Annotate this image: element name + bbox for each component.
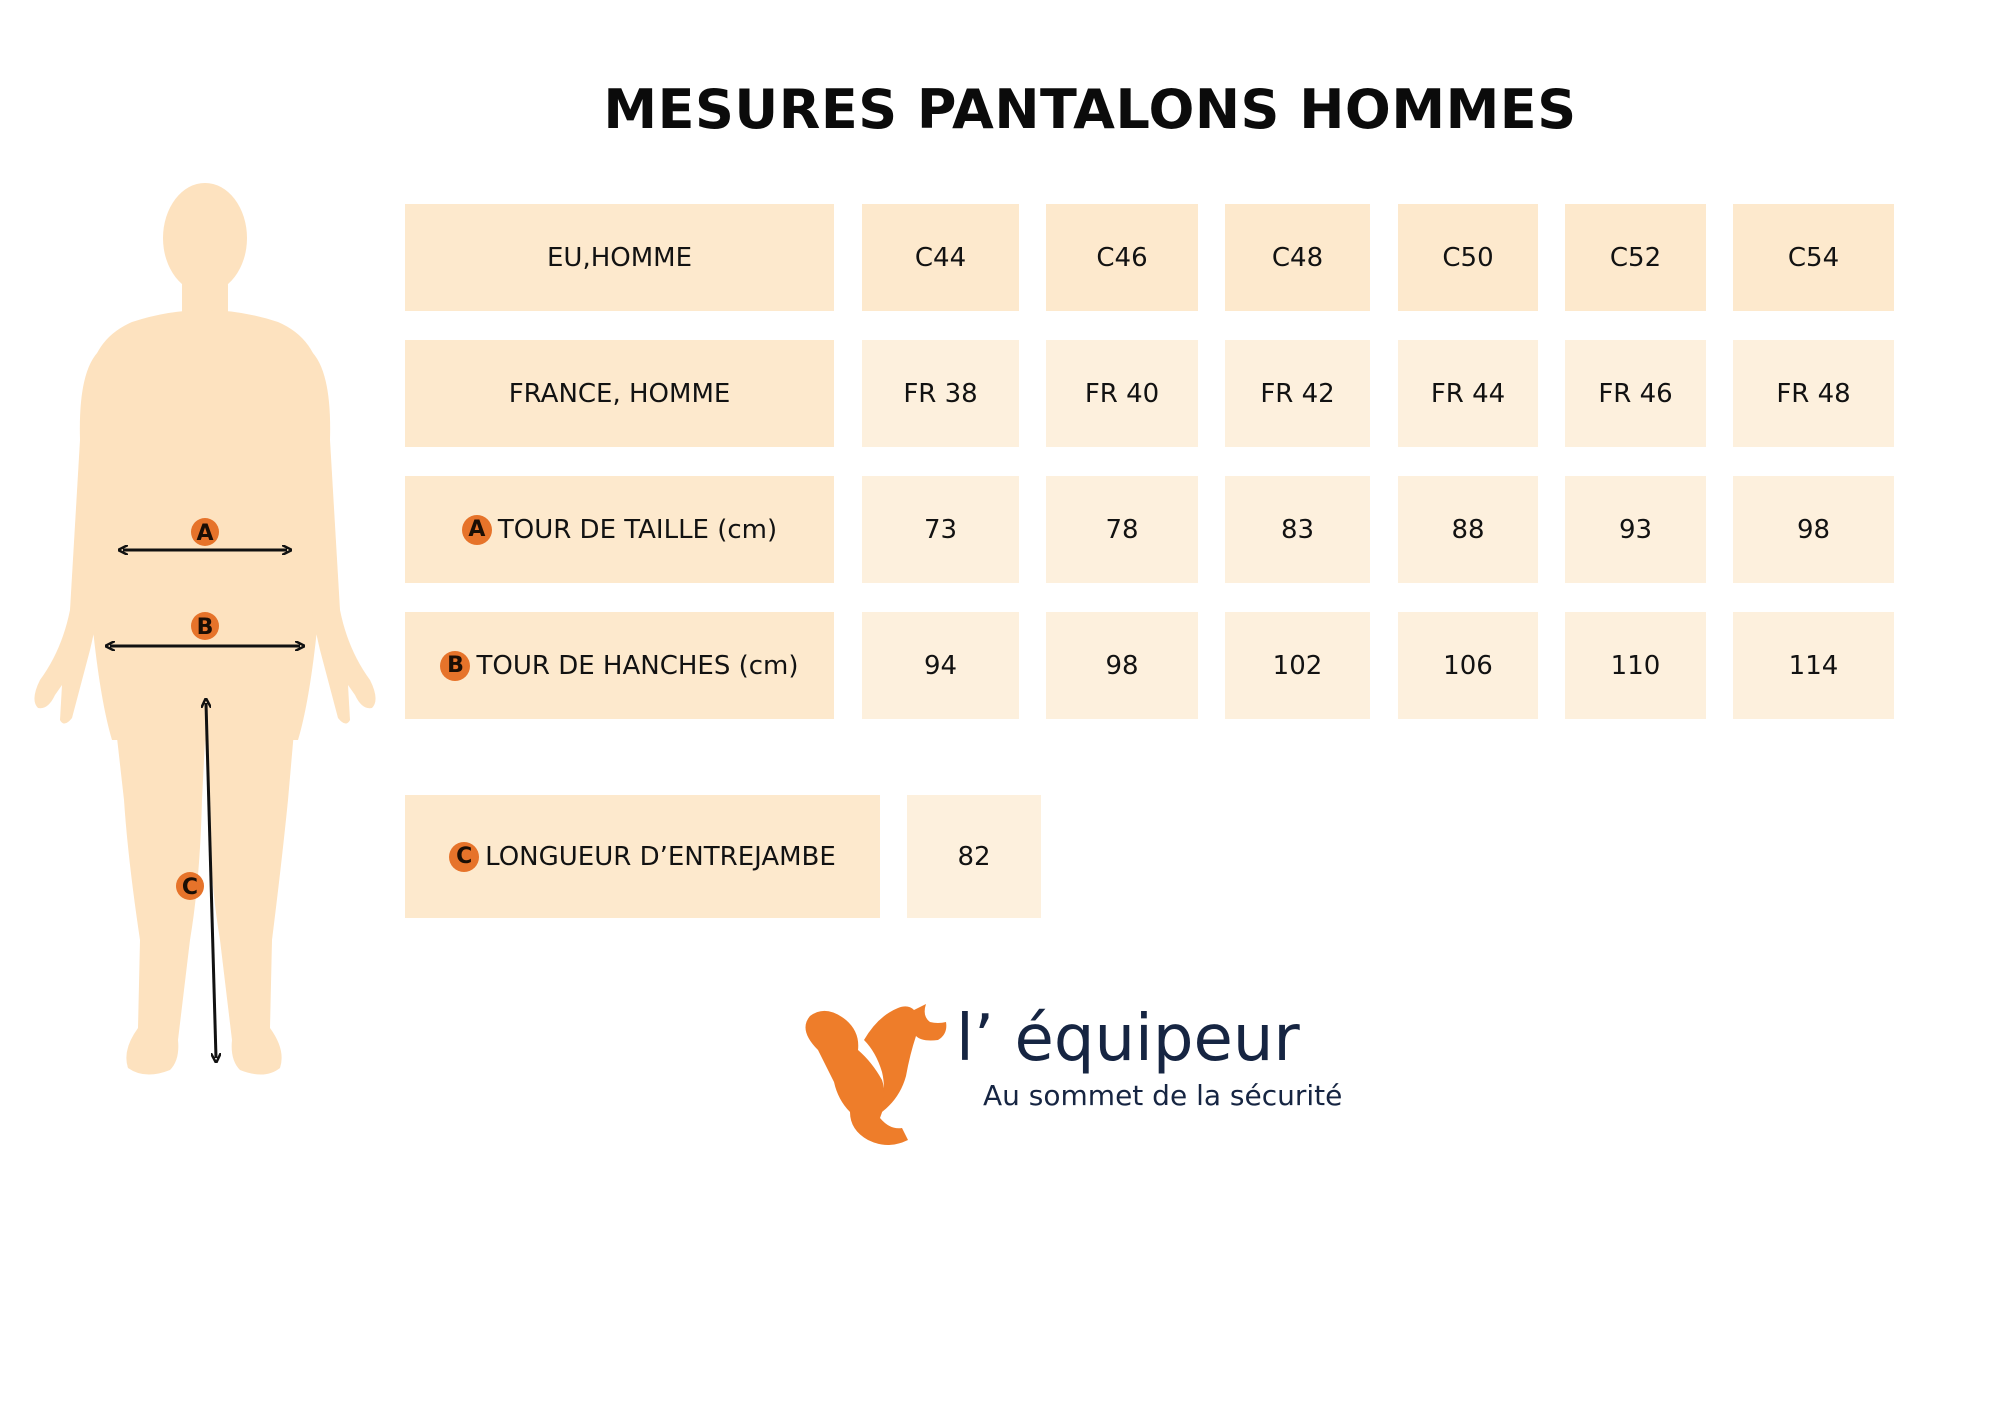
marker-b-badge bbox=[191, 612, 219, 640]
body-figure bbox=[20, 180, 390, 1110]
marker-c-badge bbox=[176, 872, 204, 900]
cell-fr-38: FR 38 bbox=[862, 340, 1019, 447]
cell-hips-c44: 94 bbox=[862, 612, 1019, 719]
cell-inseam-value: 82 bbox=[907, 795, 1041, 918]
marker-c-label: C bbox=[181, 875, 199, 900]
brand-name: l’ équipeur bbox=[956, 1002, 1300, 1076]
cell-waist-c50: 88 bbox=[1398, 476, 1538, 583]
cell-eu-c52: C52 bbox=[1565, 204, 1706, 311]
cell-fr-44: FR 44 bbox=[1398, 340, 1538, 447]
cell-fr-40: FR 40 bbox=[1046, 340, 1198, 447]
cell-hips-c52: 110 bbox=[1565, 612, 1706, 719]
page-title: MESURES PANTALONS HOMMES bbox=[603, 78, 1577, 141]
cell-waist-c52: 93 bbox=[1565, 476, 1706, 583]
cell-fr-42: FR 42 bbox=[1225, 340, 1370, 447]
marker-a-icon: A bbox=[462, 515, 492, 545]
row-france-label: FRANCE, HOMME bbox=[405, 340, 834, 447]
cell-waist-c44: 73 bbox=[862, 476, 1019, 583]
cell-hips-c46: 98 bbox=[1046, 612, 1198, 719]
marker-c-icon: C bbox=[449, 842, 479, 872]
cell-eu-c54: C54 bbox=[1733, 204, 1894, 311]
row-inseam-label: C LONGUEUR D’ENTREJAMBE bbox=[405, 795, 880, 918]
cell-eu-c50: C50 bbox=[1398, 204, 1538, 311]
marker-b-label: B bbox=[196, 615, 214, 640]
cell-eu-c44: C44 bbox=[862, 204, 1019, 311]
cell-fr-46: FR 46 bbox=[1565, 340, 1706, 447]
brand-logo bbox=[798, 980, 1358, 1150]
cell-waist-c54: 98 bbox=[1733, 476, 1894, 583]
cell-waist-c46: 78 bbox=[1046, 476, 1198, 583]
cell-waist-c48: 83 bbox=[1225, 476, 1370, 583]
row-waist-label: A TOUR DE TAILLE (cm) bbox=[405, 476, 834, 583]
brand-tagline: Au sommet de la sécurité bbox=[983, 1079, 1343, 1112]
squirrel-icon bbox=[806, 1004, 947, 1145]
row-hips-label: B TOUR DE HANCHES (cm) bbox=[405, 612, 834, 719]
cell-fr-48: FR 48 bbox=[1733, 340, 1894, 447]
cell-eu-c48: C48 bbox=[1225, 204, 1370, 311]
marker-a-badge bbox=[191, 518, 219, 546]
cell-hips-c50: 106 bbox=[1398, 612, 1538, 719]
cell-hips-c48: 102 bbox=[1225, 612, 1370, 719]
marker-a-label: A bbox=[196, 521, 214, 546]
cell-hips-c54: 114 bbox=[1733, 612, 1894, 719]
marker-b-icon: B bbox=[440, 651, 470, 681]
row-eu-label: EU,HOMME bbox=[405, 204, 834, 311]
cell-eu-c46: C46 bbox=[1046, 204, 1198, 311]
